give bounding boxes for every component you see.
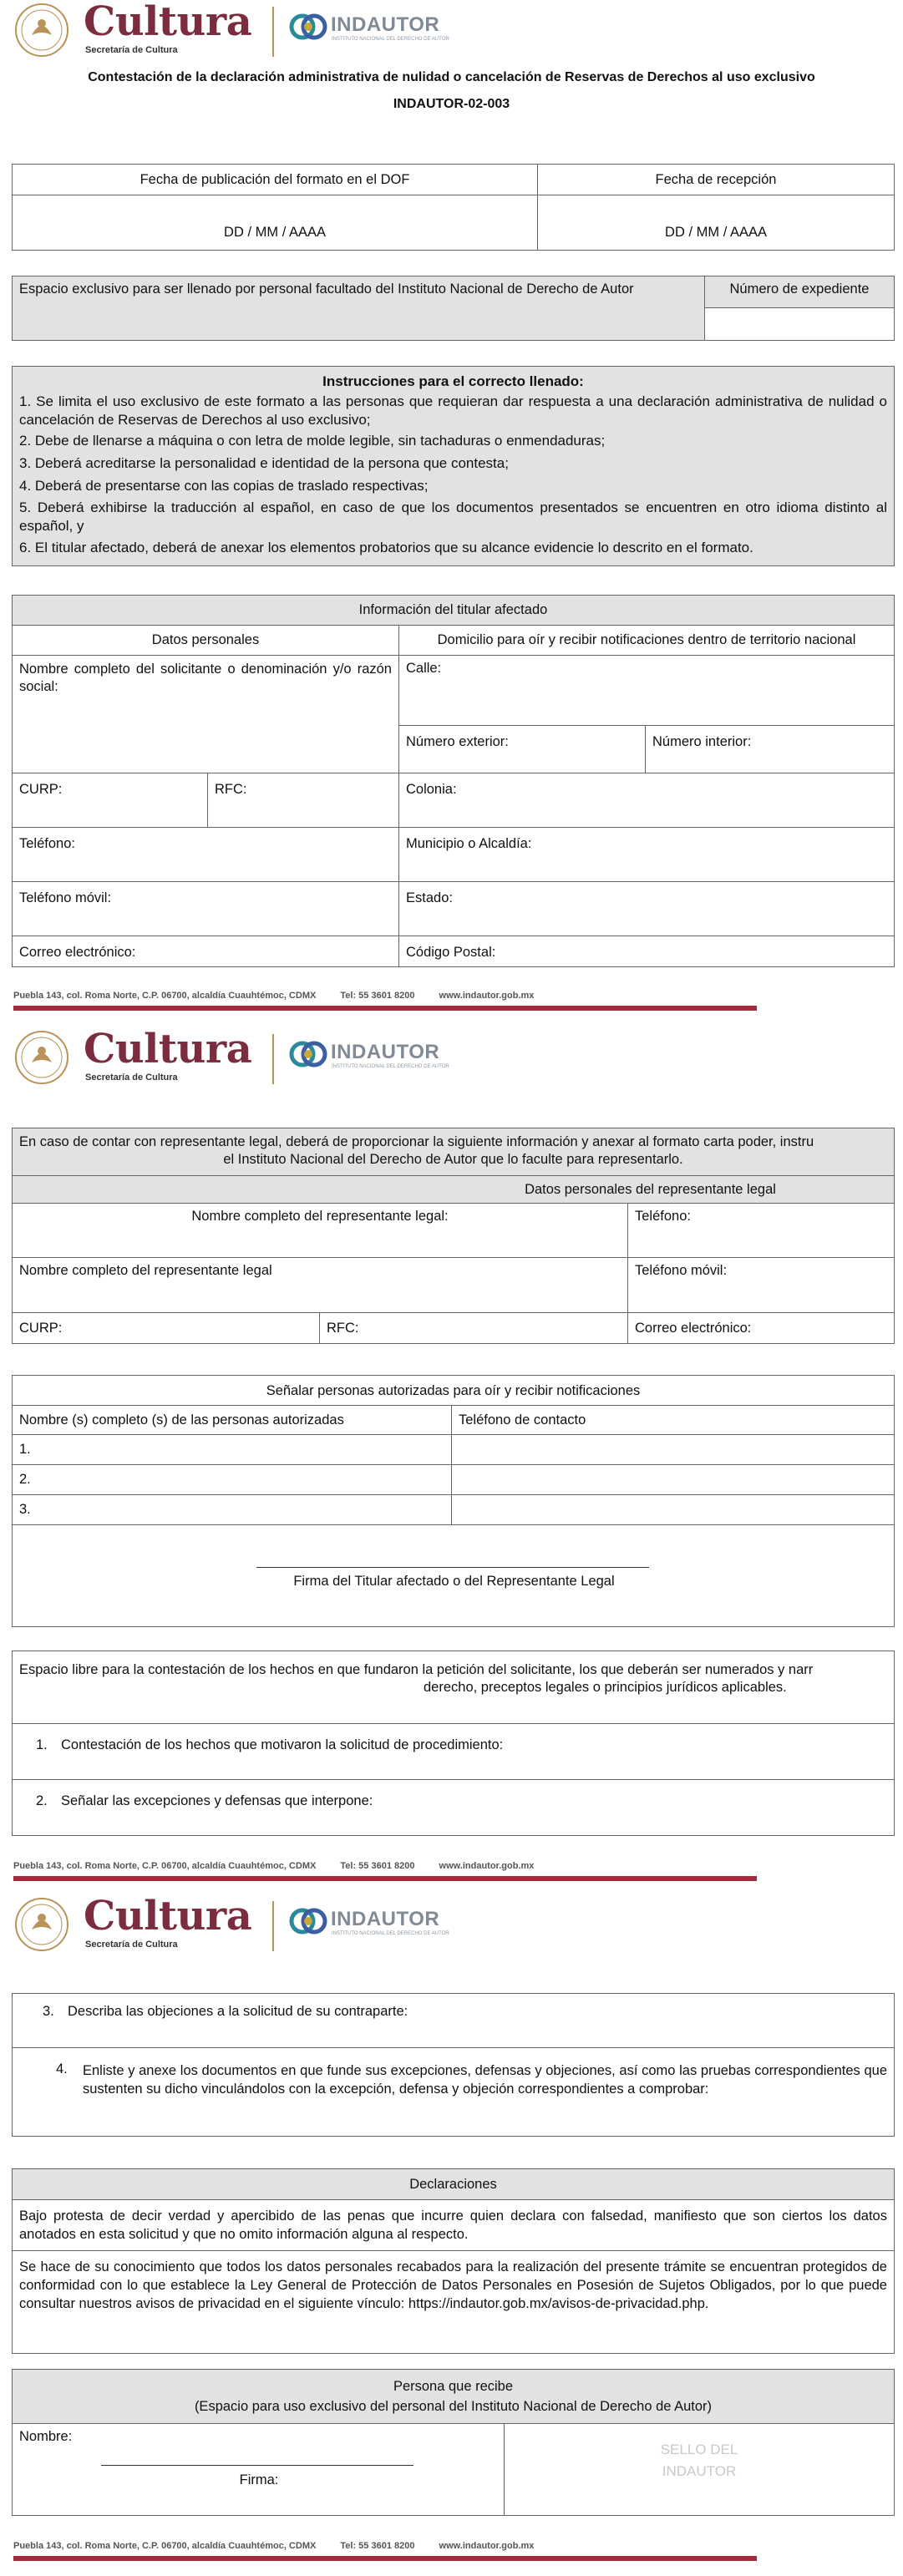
secretaria-label: Secretaría de Cultura (85, 1940, 178, 1950)
indautor-sub: INSTITUTO NACIONAL DEL DERECHO DE AUTOR (332, 37, 449, 42)
logo-divider (272, 1034, 274, 1084)
representante-intro (12, 1128, 895, 1176)
indautor-logo: INDAUTOR (331, 13, 440, 36)
calle-field[interactable]: Calle: (398, 655, 895, 726)
firma-label: Firma del Titular afectado o del Representante Legal (293, 1574, 615, 1589)
indautor-logo: INDAUTOR (331, 1041, 440, 1063)
footer-bar (13, 1876, 757, 1881)
dates-table (12, 164, 895, 251)
recv-date-field[interactable]: DD / MM / AAAA (537, 195, 895, 251)
representante-header: Datos personales del representante legal (12, 1175, 895, 1204)
colonia-field[interactable]: Colonia: (398, 773, 895, 828)
cp-field[interactable]: Código Postal: (398, 936, 895, 967)
contestacion-item-4[interactable] (12, 2047, 895, 2137)
contestacion-item-3[interactable] (12, 1993, 895, 2048)
recibe-nombre-label: Nombre: (19, 2429, 73, 2444)
footer-phone: Tel: 55 3601 8200 (340, 2541, 415, 2551)
curp-field[interactable]: CURP: (12, 773, 208, 828)
titular-table (12, 595, 895, 967)
exclusive-text: Espacio exclusivo para ser llenado por personal facultado del Instituto Nacional de Derecho de Autor (12, 276, 705, 341)
footer-phone: Tel: 55 3601 8200 (340, 1861, 415, 1871)
autorizados-col-tel: Teléfono de contacto (451, 1405, 895, 1435)
item-number: 4. (56, 2061, 68, 2077)
recibe-title: Persona que recibe (393, 2379, 514, 2394)
telefono-field[interactable]: Teléfono: (12, 827, 399, 882)
contestacion-table (12, 1651, 895, 1836)
item-number: 2. (36, 1793, 48, 1808)
autorizado-tel-field[interactable] (451, 1434, 895, 1465)
indautor-logo: INDAUTOR (331, 1908, 440, 1930)
declaraciones-table (12, 2168, 895, 2354)
contestacion-item-2[interactable] (12, 1779, 895, 1836)
item-text: Señalar las excepciones y defensas que interpone: (61, 1793, 373, 1808)
page-footer (13, 1861, 757, 1881)
instruction-item: 1. Se limita el uso exclusivo de este formato a las personas que requieran dar respuesta a una declaración administrativa de nulidad o cancelación de Reservas de Derechos al uso exclusivo; (19, 393, 887, 428)
representante-table (12, 1128, 895, 1351)
indautor-logo-icon (287, 10, 329, 43)
item-text: Describa las objeciones a la solicitud de su contraparte: (68, 2004, 408, 2019)
autorizados-header: Señalar personas autorizadas para oír y recibir notificaciones (12, 1375, 895, 1406)
movil-field[interactable]: Teléfono móvil: (12, 881, 399, 936)
instruction-item: 2. Debe de llenarse a máquina o con letra de molde legible, sin tachaduras o enmendaduras; (19, 433, 606, 449)
rep-telefono-field[interactable]: Teléfono: (627, 1203, 895, 1258)
recibe-header (12, 2369, 895, 2424)
cultura-logo: Cultura (84, 1893, 252, 1940)
footer-bar (13, 2556, 757, 2561)
indautor-logo-icon (287, 1037, 329, 1071)
document-code: INDAUTOR-02-003 (393, 97, 510, 111)
signature-line (256, 1567, 649, 1568)
nombre-field[interactable]: Nombre completo del solicitante o denominación y/o razón social: (12, 655, 399, 773)
footer-bar (13, 1006, 757, 1011)
footer-web[interactable]: www.indautor.gob.mx (439, 991, 535, 1001)
page-footer (13, 2541, 757, 2561)
indautor-sub: INSTITUTO NACIONAL DEL DERECHO DE AUTOR (332, 1064, 449, 1069)
contestacion-item-1[interactable] (12, 1723, 895, 1780)
representante-intro-line1: En caso de contar con representante legal, deberá de proporcionar la siguiente información y anexar al formato carta poder, instru (19, 1134, 814, 1149)
sello-box (504, 2423, 895, 2516)
firma-box[interactable] (12, 1524, 895, 1627)
indautor-logo-icon (287, 1904, 329, 1938)
instructions-box (12, 366, 895, 566)
rep-rfc-field[interactable]: RFC: (319, 1312, 628, 1344)
autorizado-nombre-field[interactable]: 1. (12, 1434, 452, 1465)
autorizado-nombre-field[interactable]: 2. (12, 1464, 452, 1495)
page-footer (13, 991, 757, 1011)
rep-movil-field[interactable]: Teléfono móvil: (627, 1257, 895, 1313)
secretaria-label: Secretaría de Cultura (85, 45, 178, 55)
titular-header: Información del titular afectado (12, 595, 895, 626)
document-title: Contestación de la declaración administrativa de nulidad o cancelación de Reservas de Derechos al uso exclusivo (88, 70, 815, 84)
mexico-seal-icon (13, 2, 70, 58)
estado-field[interactable]: Estado: (398, 881, 895, 936)
num-int-field[interactable]: Número interior: (645, 725, 895, 773)
recibe-nombre-box[interactable] (12, 2423, 505, 2516)
exclusive-space (12, 276, 895, 341)
mexico-seal-icon (13, 1029, 70, 1086)
autorizado-tel-field[interactable] (451, 1464, 895, 1495)
cultura-logo: Cultura (84, 0, 252, 45)
cultura-logo: Cultura (84, 1026, 252, 1072)
rep-curp-field[interactable]: CURP: (12, 1312, 320, 1344)
logo-divider (272, 7, 274, 57)
rep-nombre-colon-field[interactable]: Nombre completo del representante legal: (12, 1203, 628, 1258)
domicilio-header: Domicilio para oír y recibir notificaciones dentro de territorio nacional (398, 625, 895, 656)
contestacion-intro-line1: Espacio libre para la contestación de los hechos en que fundaron la petición del solicitante, los que deberán ser numerados y narr (19, 1662, 814, 1677)
expediente-label: Número de expediente (704, 276, 895, 308)
page-header (13, 1893, 481, 1950)
contestacion-intro-line2: derecho, preceptos legales o principios jurídicos aplicables. (424, 1680, 787, 1695)
pub-date-label: Fecha de publicación del formato en el DOF (12, 164, 538, 195)
personal-header: Datos personales (12, 625, 399, 656)
autorizados-col-nombre: Nombre (s) completo (s) de las personas autorizadas (12, 1405, 452, 1435)
sello-line2: INDAUTOR (662, 2463, 737, 2479)
item-text: Enliste y anexe los documentos en que funde sus excepciones, defensas y objeciones, así como las pruebas correspondientes que sustenten su dicho vinculándolos con la excepción, defensa y objeción correspondientes a comprobar: (83, 2063, 887, 2097)
representante-intro-line2: el Instituto Nacional del Derecho de Autor que lo faculte para representarlo. (223, 1152, 683, 1167)
footer-phone: Tel: 55 3601 8200 (340, 991, 415, 1001)
declaracion-privacidad: Se hace de su conocimiento que todos los datos personales recabados para la realización del presente trámite se encuentran protegidos de conformidad con lo que establece la Ley General de Protección de Datos Personales en Posesión de Sujetos Obligados, por lo que puede consultar nuestros avisos de privacidad en el siguiente vínculo: https://indautor.gob.mx/avisos-de-privacidad.php. (12, 2250, 895, 2354)
declaraciones-header: Declaraciones (12, 2168, 895, 2200)
instruction-item: 6. El titular afectado, deberá de anexar los elementos probatorios que su alcance evidencie lo descrito en el formato. (19, 540, 753, 555)
page-header (13, 2, 481, 55)
footer-address: Puebla 143, col. Roma Norte, C.P. 06700, alcaldía Cuauhtémoc, CDMX (13, 2541, 317, 2551)
signature-line (101, 2465, 413, 2466)
rep-nombre-field[interactable]: Nombre completo del representante legal (12, 1257, 628, 1313)
item-number: 1. (36, 1737, 48, 1752)
footer-web[interactable]: www.indautor.gob.mx (439, 1861, 535, 1871)
autorizados-table (12, 1375, 895, 1627)
instructions-heading: Instrucciones para el correcto llenado: (322, 373, 584, 389)
pub-date-field[interactable]: DD / MM / AAAA (12, 195, 538, 251)
secretaria-label: Secretaría de Cultura (85, 1072, 178, 1083)
item-number: 3. (43, 2004, 54, 2019)
item-text: Contestación de los hechos que motivaron la solicitud de procedimiento: (61, 1737, 504, 1752)
footer-address: Puebla 143, col. Roma Norte, C.P. 06700, alcaldía Cuauhtémoc, CDMX (13, 991, 317, 1001)
correo-field[interactable]: Correo electrónico: (12, 936, 399, 967)
recv-date-label: Fecha de recepción (537, 164, 895, 195)
autorizado-nombre-field[interactable]: 3. (12, 1494, 452, 1525)
logo-divider (272, 1901, 274, 1951)
declaracion-protesta: Bajo protesta de decir verdad y apercibido de las penas que incurre quien declara con falsedad, manifiesto que son ciertos los datos anotados en esta solicitud y que no omito información alguna al respecto. (12, 2199, 895, 2251)
indautor-sub: INSTITUTO NACIONAL DEL DERECHO DE AUTOR (332, 1931, 449, 1936)
instruction-item: 4. Deberá de presentarse con las copias de traslado respectivas; (19, 478, 429, 494)
recibe-firma-label: Firma: (239, 2472, 279, 2487)
sello-line1: SELLO DEL (660, 2442, 738, 2457)
autorizado-tel-field[interactable] (451, 1494, 895, 1525)
footer-address: Puebla 143, col. Roma Norte, C.P. 06700, alcaldía Cuauhtémoc, CDMX (13, 1861, 317, 1871)
instruction-item: 5. Deberá exhibirse la traducción al español, en caso de que los documentos presentados se encuentren en otro idioma distinto al español, y (19, 499, 887, 534)
recibe-table (12, 2369, 895, 2516)
contestacion-table-cont (12, 1993, 895, 2137)
municipio-field[interactable]: Municipio o Alcaldía: (398, 827, 895, 882)
expediente-field[interactable] (704, 307, 895, 341)
footer-web[interactable]: www.indautor.gob.mx (439, 2541, 535, 2551)
page-header (13, 1026, 481, 1083)
num-ext-field[interactable]: Número exterior: (398, 725, 646, 773)
rfc-field[interactable]: RFC: (207, 773, 399, 828)
recibe-subtitle: (Espacio para uso exclusivo del personal del Instituto Nacional de Derecho de Autor) (194, 2399, 713, 2414)
contestacion-intro (12, 1651, 895, 1724)
instruction-item: 3. Deberá acreditarse la personalidad e identidad de la persona que contesta; (19, 455, 509, 471)
rep-correo-field[interactable]: Correo electrónico: (627, 1312, 895, 1344)
mexico-seal-icon (13, 1896, 70, 1953)
